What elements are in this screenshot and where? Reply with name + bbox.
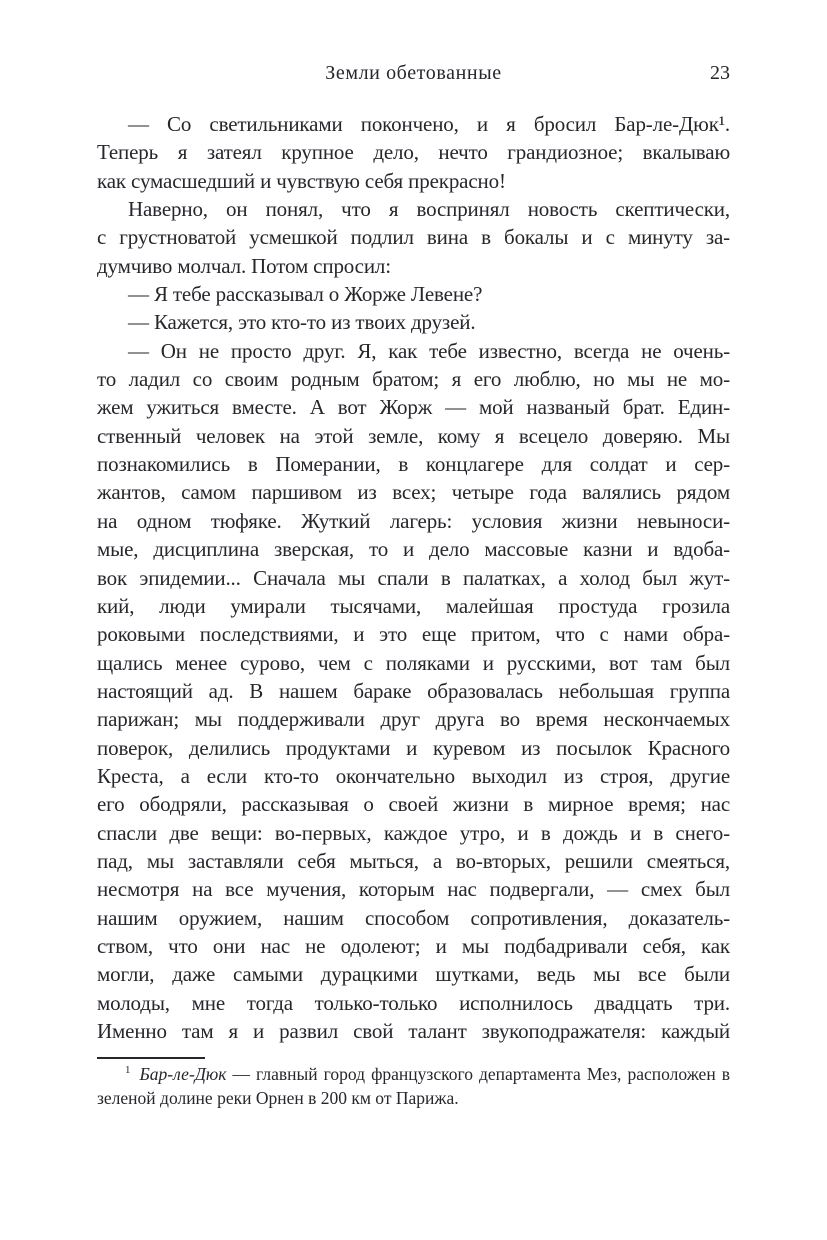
text-line: вок эпидемии... Сначала мы спали в палатках, а холод был жут-	[97, 565, 730, 590]
text-line: на одном тюфяке. Жуткий лагерь: условия жизни невыноси-	[97, 508, 730, 533]
running-head	[97, 60, 730, 86]
text-line: несмотря на все мучения, которым нас подвергали, — смех был	[97, 877, 730, 902]
text-line: кий, люди умирали тысячами, малейшая простуда грозила	[97, 593, 730, 618]
body-text	[97, 110, 730, 1045]
text-line: познакомились в Померании, в концлагере для солдат и сер-	[97, 452, 730, 477]
text-line: ственный человек на этой земле, кому я всецело доверяю. Мы	[97, 423, 730, 448]
text-line: щались менее сурово, чем с поляками и русскими, вот там был	[97, 650, 730, 675]
text-line: Креста, а если кто-то окончательно выходил из строя, другие	[97, 763, 730, 788]
footnote-marker: 1	[125, 1064, 131, 1077]
text-line: жем ужиться вместе. А вот Жорж — мой названый брат. Един-	[97, 395, 730, 420]
footnote	[97, 1063, 730, 1110]
text-line: молоды, мне тогда только-только исполнилось двадцать три.	[97, 990, 730, 1015]
text-line: — Со светильниками покончено, и я бросил Бар-ле-Дюк¹.	[128, 112, 730, 136]
text-line: Теперь я затеял крупное дело, нечто грандиозное; вкалываю	[97, 140, 730, 165]
text-line: мые, дисциплина зверская, то и дело массовые казни и вдоба-	[97, 537, 730, 562]
footnote-text: — главный город французского департамента Мез, расположен в зеленой долине реки Орнен в 200 км от Парижа.	[97, 1064, 730, 1108]
footnote-rule	[97, 1057, 205, 1059]
page-number: 23	[710, 62, 730, 84]
text-line: роковыми последствиями, и это еще притом, что с нами обра-	[97, 622, 730, 647]
running-head-title: Земли обетованные	[325, 62, 502, 84]
text-line: Именно там я и развил свой талант звукоподражателя: каждый	[97, 1019, 730, 1043]
text-line: — Он не просто друг. Я, как тебе известно, всегда не очень-	[128, 338, 730, 363]
text-line: нашим оружием, нашим способом сопротивления, доказатель-	[97, 905, 730, 930]
text-line: — Кажется, это кто-то из твоих друзей.	[128, 310, 476, 335]
text-line: могли, даже самыми дурацкими шутками, ведь мы все были	[97, 962, 730, 987]
text-line: — Я тебе рассказывал о Жорже Левене?	[128, 282, 483, 307]
text-line: как сумасшедший и чувствую себя прекрасно!	[97, 168, 506, 193]
text-line: пад, мы заставляли себя мыться, а во-вторых, решили смеяться,	[97, 848, 730, 873]
text-line: поверок, делились продуктами и куревом из посылок Красного	[97, 735, 730, 760]
text-line: его ободряли, рассказывая о своей жизни в мирное время; нас	[97, 792, 730, 817]
text-line: парижан; мы поддерживали друг друга во время нескончаемых	[97, 707, 730, 732]
text-line: думчиво молчал. Потом спросил:	[97, 253, 391, 278]
text-line: то ладил со своим родным братом; я его люблю, но мы не мо-	[97, 367, 730, 392]
text-line: жантов, самом паршивом из всех; четыре года валялись рядом	[97, 480, 730, 505]
text-line: ством, что они нас не одолеют; и мы подбадривали себя, как	[97, 933, 730, 958]
text-line: настоящий ад. В нашем бараке образовалась небольшая группа	[97, 678, 730, 703]
text-line: с грустноватой усмешкой подлил вина в бокалы и с минуту за-	[97, 225, 730, 250]
text-line: Наверно, он понял, что я воспринял новость скептически,	[128, 197, 730, 222]
footnote-term: Бар-ле-Дюк	[139, 1064, 227, 1084]
text-line: спасли две вещи: во-первых, каждое утро, и в дождь и в снего-	[97, 820, 730, 845]
